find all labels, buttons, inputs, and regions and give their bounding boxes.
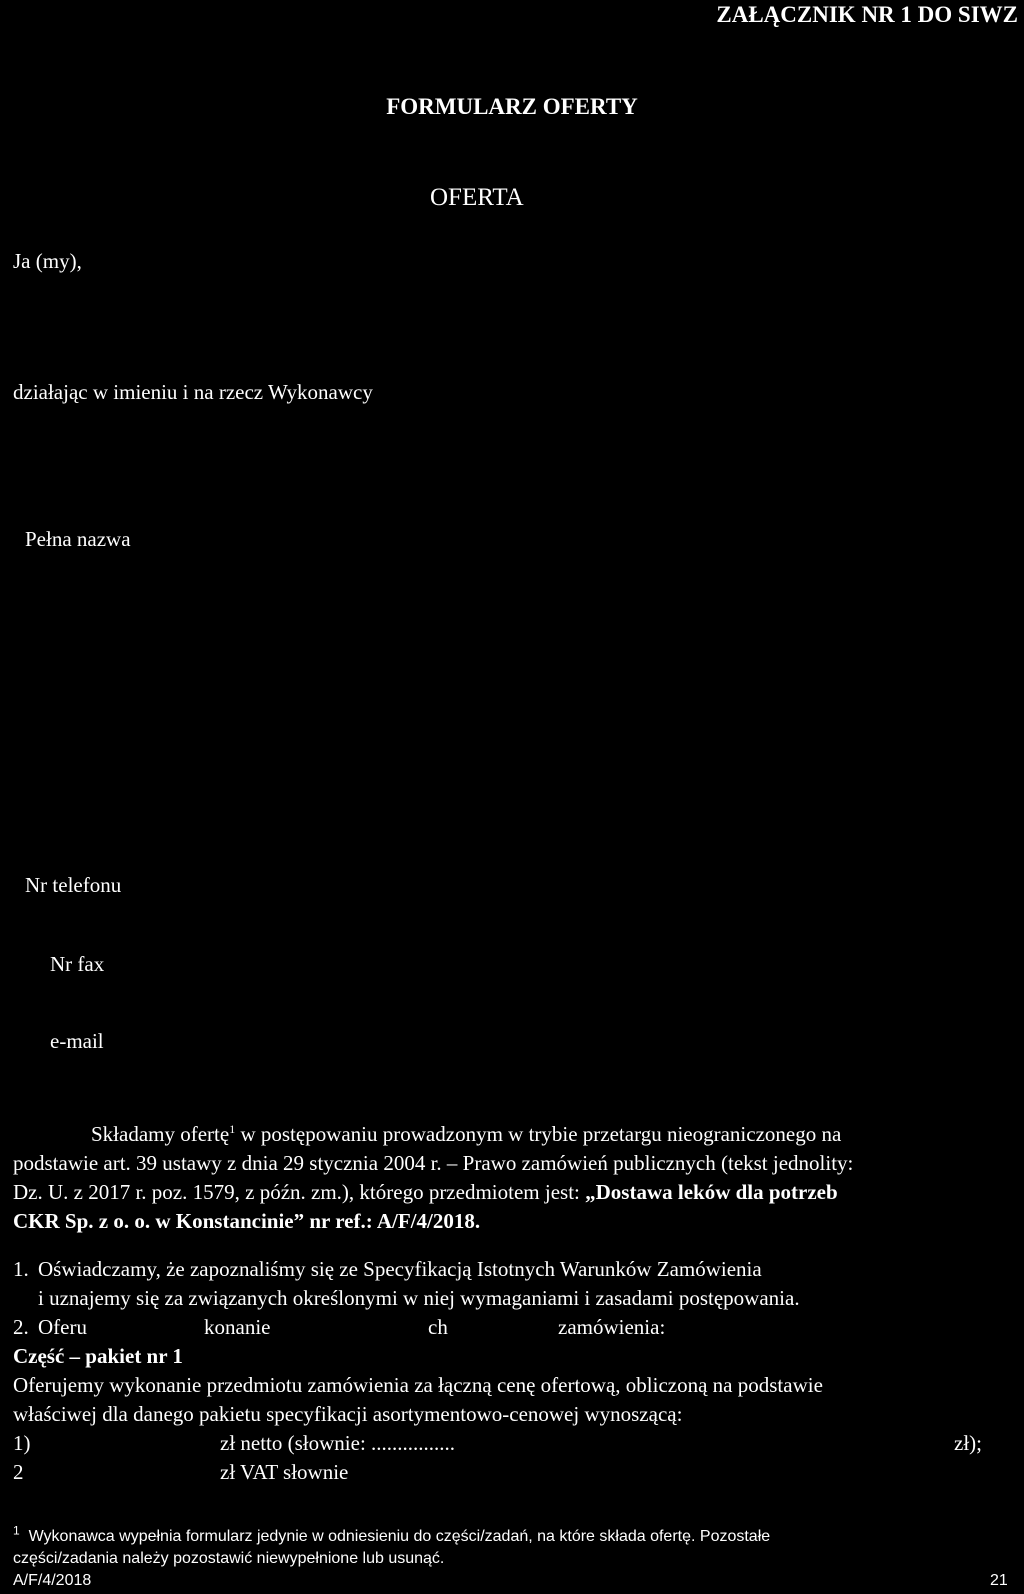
offer-heading: OFERTA [430, 184, 524, 211]
footnote-marker: 1 [229, 1122, 236, 1136]
footnote-line-2: części/zadania należy pozostawić niewypełnione lub usunąć. [13, 1550, 445, 1567]
intro-line-3-normal: Dz. U. z 2017 r. poz. 1579, z późn. zm.), którego przedmiotem jest: [13, 1180, 586, 1204]
point-2-number: 2. [13, 1315, 29, 1339]
part-line-1 [13, 1371, 1018, 1400]
page-number: 21 [990, 1572, 1008, 1589]
part-line-1-text: Oferujemy wykonanie przedmiotu zamówienia za łączną cenę ofertową, obliczoną na podstawie [13, 1373, 823, 1397]
form-title: FORMULARZ OFERTY [386, 94, 638, 119]
footnote-line-1 [13, 1523, 1018, 1548]
part-heading: Część – pakiet nr 1 [13, 1344, 183, 1368]
intro-line-3 [13, 1178, 1018, 1207]
intro-text-b: w postępowaniu prowadzonym w trybie przetargu nieograniczonego na [235, 1122, 842, 1146]
point-2-fragment-d: zamówienia: [558, 1315, 666, 1339]
phone-label: Nr telefonu [25, 873, 122, 897]
point-1-number: 1. [13, 1257, 29, 1281]
email-label: e-mail [50, 1029, 104, 1053]
intro-line-2 [13, 1149, 1018, 1178]
subject-reference: CKR Sp. z o. o. w Konstancinie” nr ref.: A/F/4/2018. [13, 1209, 481, 1233]
point-1-line-1-text: Oświadczamy, że zapoznaliśmy się ze Specyfikacją Istotnych Warunków Zamówienia [38, 1257, 762, 1281]
part-line-2: właściwej dla danego pakietu specyfikacji asortymentowo-cenowej wynoszącą: [13, 1402, 683, 1426]
net-price-number: 1) [13, 1431, 31, 1455]
point-2-fragment-c: ch [428, 1315, 448, 1339]
subject-title: „Dostawa leków dla potrzeb [585, 1180, 838, 1204]
footnote-number: 1 [13, 1523, 20, 1538]
point-2-fragment-a: Oferu [38, 1315, 87, 1339]
ja-my-label: Ja (my), [13, 249, 82, 273]
footnote-line-1-text: Wykonawca wypełnia formularz jedynie w odniesieniu do części/zadań, na które składa ofertę. Pozostałe [28, 1528, 771, 1545]
attachment-label: ZAŁĄCZNIK NR 1 DO SIWZ [716, 2, 1018, 27]
point-1-line-1 [38, 1255, 1018, 1284]
point-2-fragment-b: konanie [204, 1315, 271, 1339]
acting-label: działając w imieniu i na rzecz Wykonawcy [13, 380, 373, 404]
intro-line-1 [13, 1120, 1018, 1149]
vat-text: zł VAT słownie [220, 1460, 349, 1484]
net-price-end: zł); [954, 1431, 982, 1455]
fax-label: Nr fax [50, 952, 105, 976]
intro-text-a: Składamy ofertę [91, 1122, 230, 1146]
full-name-label: Pełna nazwa [25, 527, 131, 551]
intro-line-2-text: podstawie art. 39 ustawy z dnia 29 stycznia 2004 r. – Prawo zamówień publicznych (tekst jednolity: [13, 1151, 854, 1175]
footer-reference: A/F/4/2018 [13, 1572, 92, 1589]
vat-number: 2 [13, 1460, 24, 1484]
net-price-text: zł netto (słownie: ................ [220, 1431, 456, 1455]
point-1-line-2: i uznajemy się za związanych określonymi w niej wymaganiami i zasadami postępowania. [38, 1286, 800, 1310]
